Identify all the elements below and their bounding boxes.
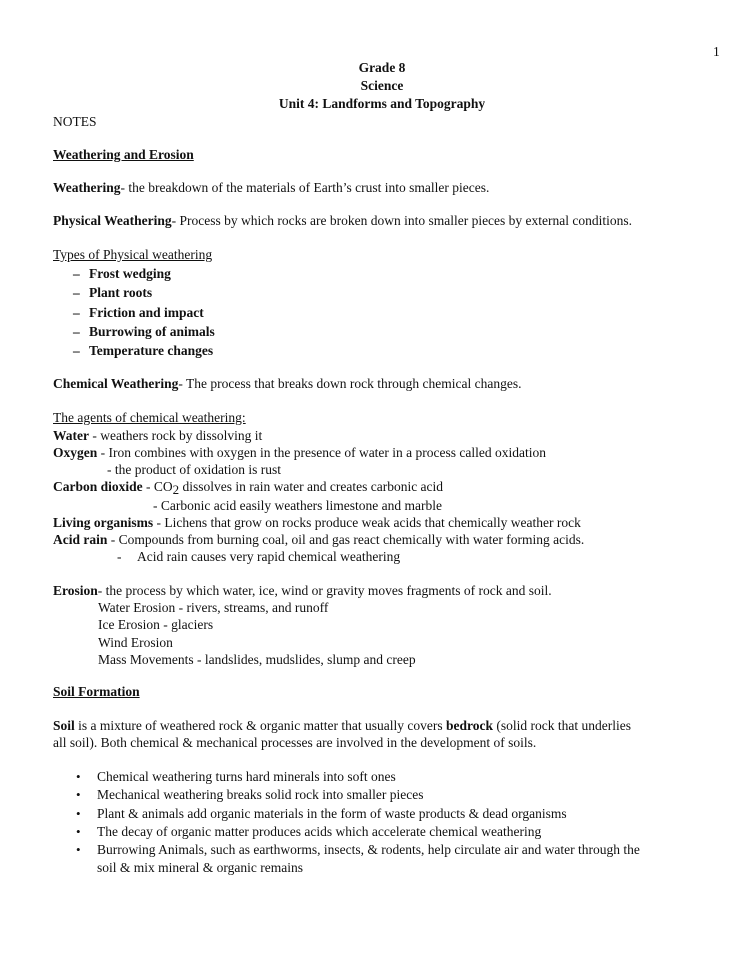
physical-weathering-type: Frost wedging (89, 266, 171, 281)
agent-acid-rain: Acid rain - Compounds from burning coal, oil and gas react chemically with water forming acids. (53, 532, 585, 547)
physical-weathering-type: Friction and impact (89, 304, 204, 320)
bullet-icon: • (76, 842, 81, 858)
soil-bullet-item: Burrowing Animals, such as earthworms, insects, & rodents, help circulate air and water through the (97, 842, 640, 858)
co2-subnote: - Carbonic acid easily weathers limestone and marble (153, 498, 443, 513)
erosion-definition: Erosion- the process by which water, ice, wind or gravity moves fragments of rock and soil. (53, 583, 552, 598)
notes-label: NOTES (53, 114, 97, 129)
bullet-icon: • (76, 769, 81, 784)
physical-weathering-type: Plant roots (89, 285, 153, 301)
bullet-icon: • (76, 805, 81, 821)
bullet-icon: • (76, 787, 81, 803)
dash-icon: – (73, 323, 80, 339)
header-subject: Science (360, 78, 404, 93)
erosion-type: Mass Movements - landslides, mudslides, slump and creep (98, 651, 416, 667)
physical-weathering-definition: Physical Weathering- Process by which rocks are broken down into smaller pieces by external conditions. (53, 213, 633, 228)
agents-heading: The agents of chemical weathering: (53, 410, 246, 425)
soil-paragraph-line2: all soil). Both chemical & mechanical processes are involved in the development of soils. (53, 735, 537, 750)
oxygen-subnote: - the product of oxidation is rust (107, 462, 281, 477)
bullet-icon: • (76, 823, 81, 839)
soil-bullet-item: Plant & animals add organic materials in the form of waste products & dead organisms (97, 805, 567, 821)
bullet-continuation: soil & mix mineral & organic remains (97, 860, 303, 875)
chemical-weathering-definition: Chemical Weathering- The process that breaks down rock through chemical changes. (53, 376, 522, 391)
physical-weathering-type: Temperature changes (89, 343, 214, 359)
section-heading-weathering: Weathering and Erosion (53, 147, 194, 162)
header-grade: Grade 8 (358, 60, 406, 75)
header-unit: Unit 4: Landforms and Topography (278, 96, 486, 111)
acid-rain-dash: - (117, 549, 122, 564)
dash-icon: – (73, 304, 80, 320)
soil-bullet-item: The decay of organic matter produces acids which accelerate chemical weathering (97, 823, 542, 839)
dash-icon: – (73, 343, 80, 359)
physical-weathering-type: Burrowing of animals (89, 323, 215, 339)
agent-carbon-dioxide: Carbon dioxide - $CO_2$ dissolves in rain water and creates carbonic acid (53, 479, 444, 497)
weathering-definition: Weathering- the breakdown of the materials of Earth’s crust into smaller pieces. (53, 180, 490, 195)
dash-icon: – (73, 285, 80, 301)
agent-living-organisms: Living organisms - Lichens that grow on rocks produce weak acids that chemically weather rock (53, 515, 581, 530)
soil-bullet-item: Chemical weathering turns hard minerals into soft ones (97, 769, 396, 784)
types-heading: Types of Physical weathering (53, 247, 213, 262)
erosion-type: Water Erosion - rivers, streams, and runoff (98, 600, 329, 615)
soil-paragraph-line1: Soil is a mixture of weathered rock & organic matter that usually covers bedrock (solid rock that underlies (53, 718, 631, 733)
agent-oxygen: Oxygen - Iron combines with oxygen in the presence of water in a process called oxidation (53, 445, 546, 460)
dash-icon: – (73, 266, 80, 281)
erosion-type: Ice Erosion - glaciers (98, 617, 214, 633)
section-heading-soil: Soil Formation (53, 684, 140, 699)
soil-bullet-item: Mechanical weathering breaks solid rock into smaller pieces (97, 787, 424, 803)
acid-rain-subnote: Acid rain causes very rapid chemical weathering (137, 549, 401, 564)
erosion-type: Wind Erosion (98, 634, 173, 650)
page-number: 1 (713, 44, 720, 59)
agent-water: Water - weathers rock by dissolving it (53, 428, 263, 443)
